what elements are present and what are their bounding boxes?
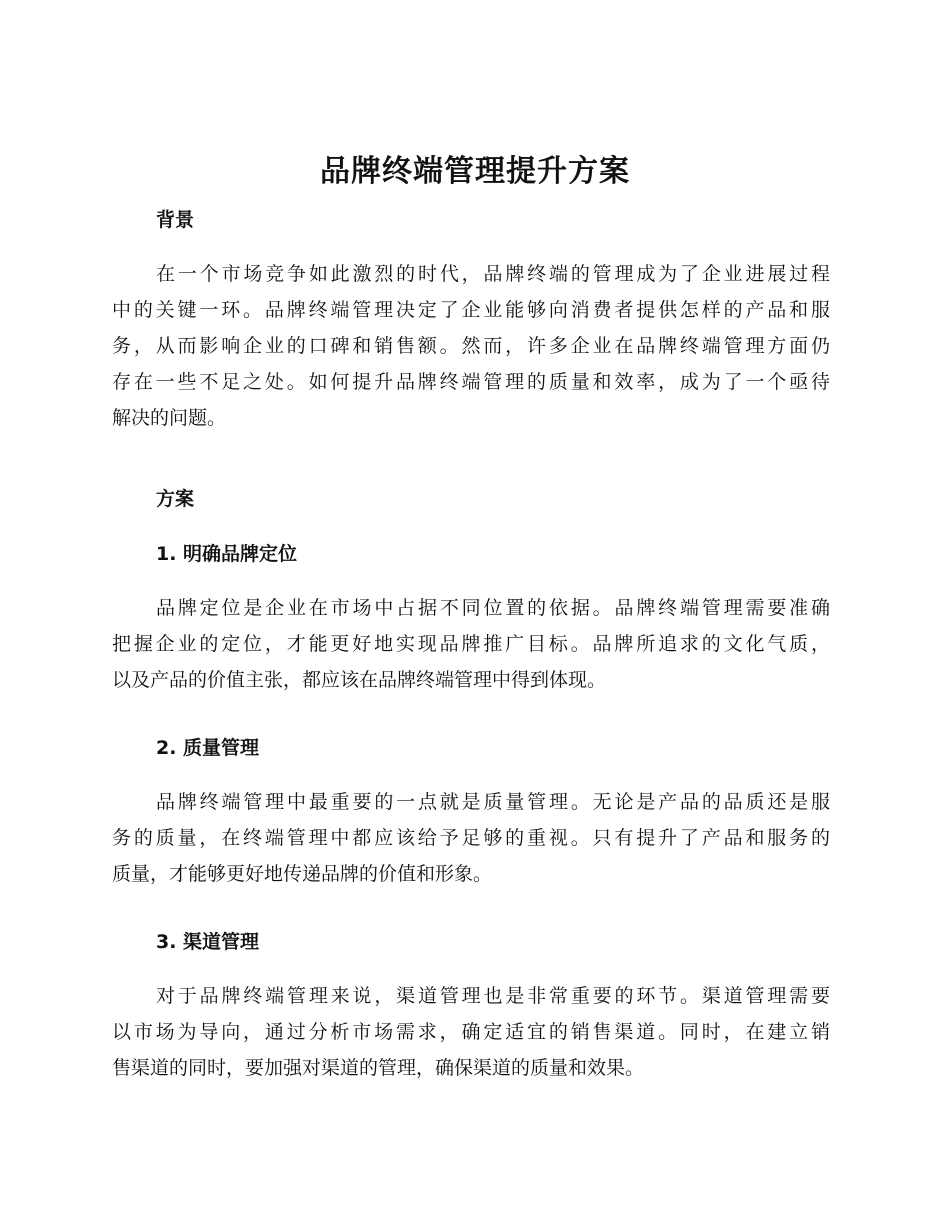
paragraph-line: 务，从而影响企业的口碑和销售额。然而，许多企业在品牌终端管理方面仍 [112, 335, 830, 357]
paragraph-line: 品牌终端管理中最重要的一点就是质量管理。无论是产品的品质还是服 [156, 791, 830, 813]
section-heading-channel: 3. 渠道管理 [156, 931, 260, 953]
document-title: 品牌终端管理提升方案 [320, 154, 630, 189]
paragraph-line: 把握企业的定位，才能更好地实现品牌推广目标。品牌所追求的文化气质， [112, 633, 830, 655]
paragraph-line: 对于品牌终端管理来说，渠道管理也是非常重要的环节。渠道管理需要 [156, 985, 830, 1007]
paragraph-line: 务的质量，在终端管理中都应该给予足够的重视。只有提升了产品和服务的 [112, 827, 830, 849]
paragraph-channel [112, 978, 830, 1086]
paragraph-background [112, 256, 830, 436]
paragraph-line: 以市场为导向，通过分析市场需求，确定适宜的销售渠道。同时，在建立销 [112, 1021, 830, 1043]
section-heading-plan: 方案 [156, 488, 195, 510]
section-heading-positioning: 1. 明确品牌定位 [156, 543, 298, 565]
paragraph-line: 中的关键一环。品牌终端管理决定了企业能够向消费者提供怎样的产品和服 [112, 299, 830, 321]
paragraph-line: 存在一些不足之处。如何提升品牌终端管理的质量和效率，成为了一个亟待 [112, 371, 830, 393]
paragraph-line: 质量，才能够更好地传递品牌的价值和形象。 [112, 863, 493, 885]
paragraph-line: 售渠道的同时，要加强对渠道的管理，确保渠道的质量和效果。 [112, 1057, 645, 1079]
paragraph-quality [112, 784, 830, 892]
paragraph-positioning [112, 590, 830, 698]
paragraph-line: 品牌定位是企业在市场中占据不同位置的依据。品牌终端管理需要准确 [156, 597, 830, 619]
paragraph-line: 以及产品的价值主张，都应该在品牌终端管理中得到体现。 [112, 669, 607, 691]
section-heading-quality: 2. 质量管理 [156, 737, 260, 759]
paragraph-line: 解决的问题。 [112, 407, 227, 429]
section-heading-background: 背景 [156, 209, 195, 231]
paragraph-line: 在一个市场竞争如此激烈的时代，品牌终端的管理成为了企业进展过程 [156, 263, 830, 285]
